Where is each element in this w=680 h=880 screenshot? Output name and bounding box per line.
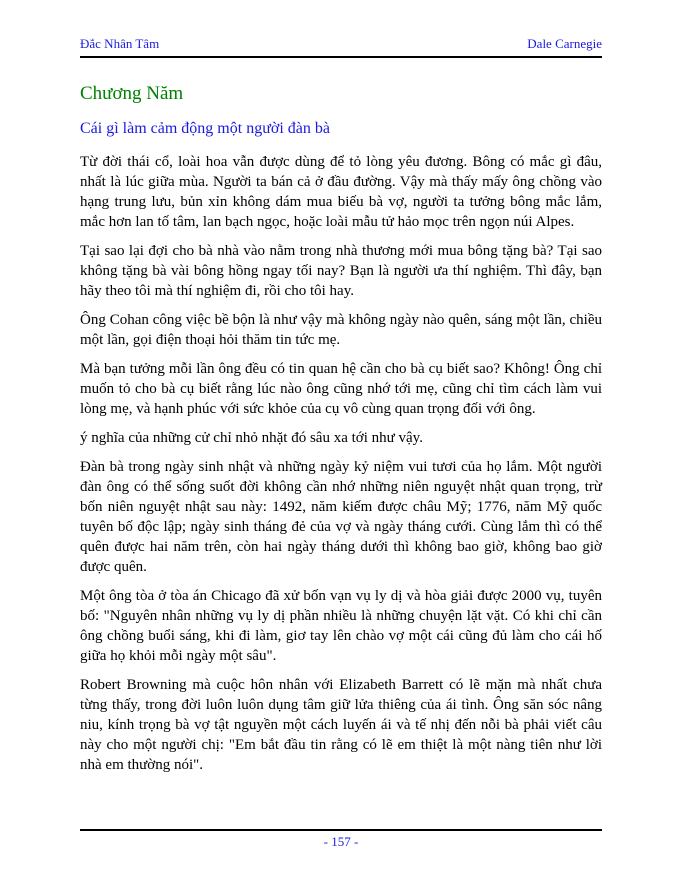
paragraph: Từ đời thái cổ, loài hoa vẫn được dùng để tỏ lòng yêu đương. Bông có mắc gì đâu, nhất là lúc giữa mùa. Người ta bán cả ở đầu đường. Vậy mà thấy mấy ông chồng vào hạng trung lưu, bủn xỉn không dám mua biếu bà vợ, người ta tưởng bông mắc lắm, mắc hơn lan tố tâm, lan bạch ngọc, hoặc loài mẫu tử hảo mọc trên ngọn núi Alpes. (80, 154, 602, 230)
chapter-title: Chương Năm (80, 83, 184, 104)
paragraph: Tại sao lại đợi cho bà nhà vào nằm trong nhà thương mới mua bông tặng bà? Tại sao không tặng bà vài bông hồng ngay tối nay? Bạn là người ưa thí nghiệm. Thì đây, bạn hãy theo tôi mà thí nghiệm đi, rồi cho tôi hay. (80, 243, 602, 299)
header-author: Dale Carnegie (527, 36, 602, 51)
page-footer (80, 829, 602, 850)
paragraph: Robert Browning mà cuộc hôn nhân với Elizabeth Barrett có lẽ mặn mà nhất chưa từng thấy, trong đời luôn luôn dụng tâm giữ lửa thiêng của ái tình. Ông săn sóc nâng niu, kính trọng bà vợ tật nguyền một cách luyến ái và tế nhị đến nỗi bà phải viết câu này cho một người chị: "Em bắt đầu tin rằng có lẽ em thiệt là một nàng tiên như lời nhà em thường nói". (80, 677, 602, 773)
paragraph: Mà bạn tưởng mỗi lần ông đều có tin quan hệ cần cho bà cụ biết sao? Không! Ông chỉ muốn tỏ cho bà cụ biết rằng lúc nào ông cũng nhớ tới mẹ, cũng chỉ tìm cách làm vui lòng mẹ, và hạnh phúc với sức khỏe của cụ vô cùng quan trọng đối với ông. (80, 361, 602, 417)
paragraph: Đàn bà trong ngày sinh nhật và những ngày kỷ niệm vui tươi của họ lắm. Một người đàn ông có thể sống suốt đời không cần nhớ những niên nguyệt nhật quan trọng, trừ bốn niên nguyệt nhật sau này: 1492, năm kiếm được châu Mỹ; 1776, năm Mỹ quốc tuyên bố độc lập; ngày sinh tháng đẻ của vợ và ngày tháng cưới. Cùng lắm thì có thể quên được hai năm trên, còn hai ngày tháng dưới thì không bao giờ, không bao giờ được quên. (80, 459, 602, 575)
page-content (80, 36, 602, 784)
page-number: - 157 - (323, 834, 359, 849)
footer-rule (80, 829, 602, 831)
header-book-title: Đắc Nhân Tâm (80, 36, 160, 51)
running-header (80, 36, 602, 58)
paragraph: ý nghĩa của những cử chỉ nhỏ nhặt đó sâu xa tới như vậy. (80, 430, 423, 446)
chapter-subtitle: Cái gì làm cảm động một người đàn bà (80, 120, 330, 137)
body-text (80, 152, 602, 775)
paragraph: Ông Cohan công việc bề bộn là như vậy mà không ngày nào quên, sáng một lần, chiều một lần, gọi điện thoại hỏi thăm tin tức mẹ. (80, 312, 602, 348)
paragraph: Một ông tòa ở tòa án Chicago đã xử bốn vạn vụ ly dị và hòa giải được 2000 vụ, tuyên bố: "Nguyên nhân những vụ ly dị phần nhiều là những chuyện lặt vặt. Có khi chỉ cần ông chồng buổi sáng, khi đi làm, giơ tay lên chào vợ một cái cũng đủ làm cho cái hố giữa họ khỏi mỗi ngày một sâu". (80, 588, 602, 664)
